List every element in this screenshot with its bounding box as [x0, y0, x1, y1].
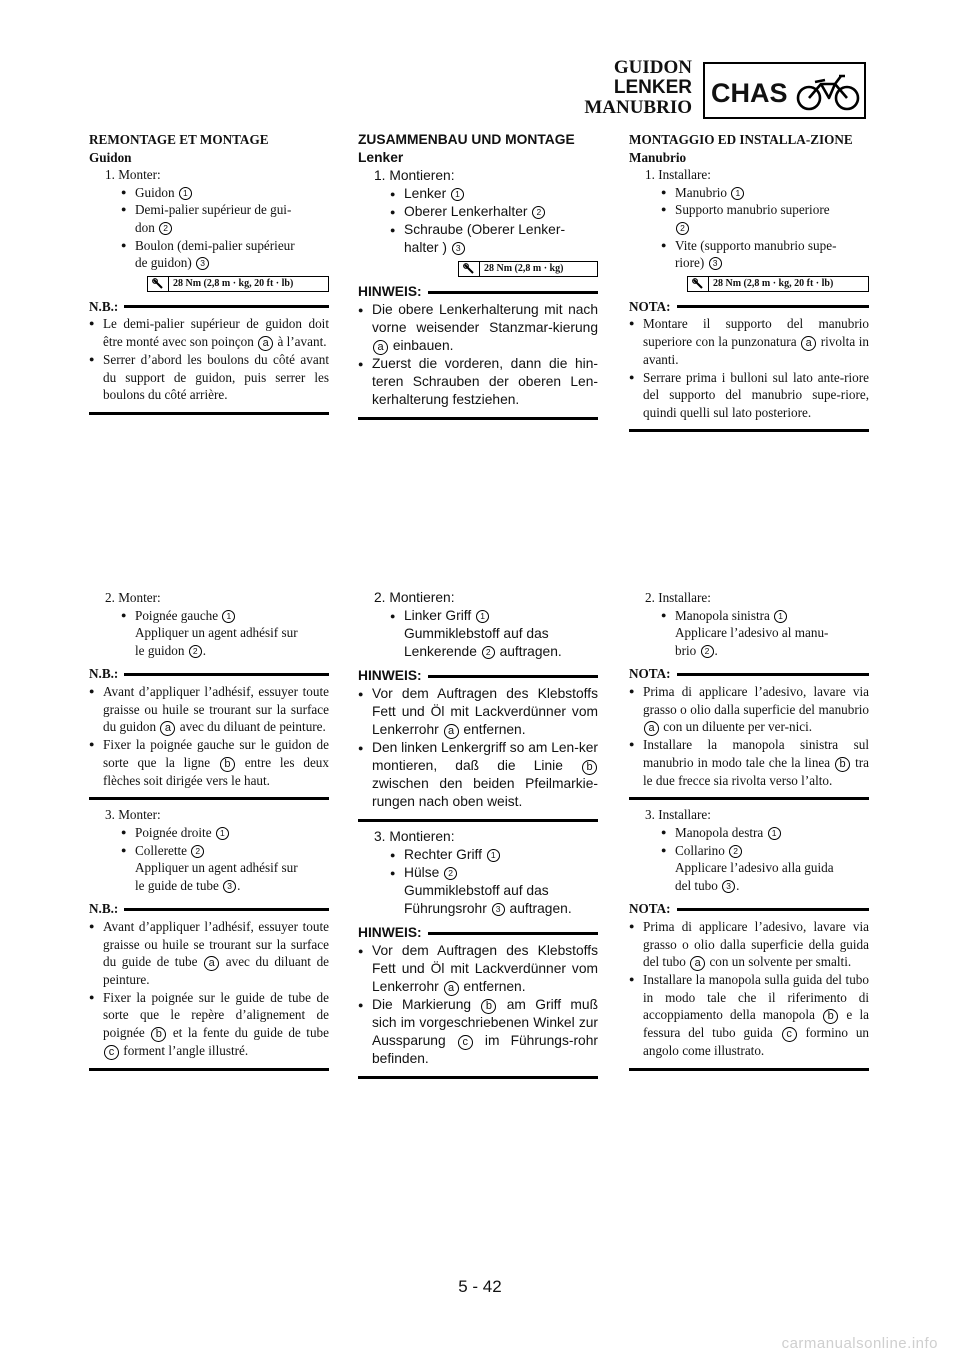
list-item: riore) 3 — [629, 254, 869, 272]
note-header: N.B.: — [89, 298, 329, 316]
title-it: MANUBRIO — [584, 97, 692, 118]
page-number: 5 - 42 — [458, 1277, 502, 1296]
watermark: carmanualsonline.info — [781, 1335, 938, 1352]
column-fr-part1 — [89, 131, 329, 415]
list-item: ● Rechter Griff 1 — [358, 846, 598, 864]
note-header: HINWEIS: — [358, 924, 598, 942]
list-item: ● Boulon (demi-palier supérieur — [89, 237, 329, 255]
list-item: ● Oberer Lenkerhalter 2 — [358, 203, 598, 221]
note-header: NOTA: — [629, 665, 869, 683]
step1-fr: 1. Monter: — [105, 167, 161, 183]
torque-spec: 28 Nm (2,8 m · kg) — [458, 261, 598, 277]
wrench-icon — [459, 262, 480, 276]
list-item: Appliquer un agent adhésif sur — [135, 860, 298, 876]
list-item: ● Vite (supporto manubrio supe- — [629, 237, 869, 255]
list-item: ● Hülse 2 — [358, 864, 598, 882]
note-item: ● Zuerst die vorderen, dann die hin-teren Schrauben der oberen Len-kerhalterung festziehen. — [358, 355, 598, 409]
list-item: don 2 — [89, 219, 329, 237]
column-fr-part2 — [89, 589, 329, 1071]
note-item: ● Avant d’appliquer l’adhésif, essuyer toute graisse ou huile se trourant sur la surface du guidon a avec du diluant de peinture. — [89, 683, 329, 736]
note-header: NOTA: — [629, 900, 869, 918]
list-item: ● Poignée gauche 1 — [89, 607, 329, 625]
note-header: N.B.: — [89, 900, 329, 918]
heading-fr: REMONTAGE ET MONTAGE — [89, 132, 269, 147]
note-item: ● Installare la manopola sulla guida del tubo in modo tale che il riferimento di accoppiamento della manopola b e la fessura del tubo guida c formino un angolo come illustrato. — [629, 971, 869, 1060]
list-item: ● Guidon 1 — [89, 184, 329, 202]
list-item: ● Poignée droite 1 — [89, 824, 329, 842]
step3-fr: 3. Monter: — [105, 807, 161, 823]
list-item: ● Supporto manubrio superiore — [629, 201, 869, 219]
subheading-de: Lenker — [358, 150, 404, 165]
title-de: LENKER — [613, 77, 692, 98]
list-item: de guidon) 3 — [89, 254, 329, 272]
list-item: ● Collerette 2 — [89, 842, 329, 860]
step1-de: 1. Montieren: — [374, 168, 455, 183]
note-item: ● Prima di applicare l’adesivo, lavare via grasso o olio dalla superficie del manubrio a con un diluente per ver-nici. — [629, 683, 869, 736]
column-de-part2 — [358, 589, 598, 1079]
note-item: ● Serrare prima i bulloni sul lato ante-riore del supporto del manubrio supe-riore, quindi quelli sul lato posteriore. — [629, 369, 869, 422]
note-item: ● Den linken Lenkergriff so am Len-ker montieren, daß die Linie b zwischen den beiden Pfeilmarkie-rungen nach oben weist. — [358, 739, 598, 811]
note-header: NOTA: — [629, 298, 869, 316]
note-item: ● Prima di applicare l’adesivo, lavare via grasso o olio dalla superficie della guida del tubo a con un solvente per smalti. — [629, 918, 869, 971]
list-item: le guidon 2 . — [135, 642, 207, 658]
note-item: ● Vor dem Auftragen des Klebstoffs Fett und Öl mit Lackverdünner vom Lenkerrohr a entfernen. — [358, 685, 598, 739]
list-item: Gummiklebstoff auf das — [404, 883, 549, 898]
subheading-it: Manubrio — [629, 149, 687, 165]
torque-spec: 28 Nm (2,8 m · kg, 20 ft · lb) — [687, 276, 869, 292]
section-badge — [703, 62, 866, 119]
list-item: Applicare l’adesivo al manu- — [675, 625, 829, 641]
list-item: ● Manopola sinistra 1 — [629, 607, 869, 625]
wrench-icon — [148, 277, 169, 291]
list-item: brio 2 . — [675, 642, 718, 658]
note-item: ● Fixer la poignée gauche sur le guidon de sorte que la ligne b entre les deux flèches soit dirigée vers le haut. — [89, 736, 329, 789]
column-it-part1 — [629, 131, 869, 432]
list-item: Appliquer un agent adhésif sur — [135, 625, 298, 641]
list-item: ● Manopola destra 1 — [629, 824, 869, 842]
list-item: Lenkerende 2 auftragen. — [404, 644, 562, 659]
note-item: ● Montare il supporto del manubrio superiore con la punzonatura a rivolta in avanti. — [629, 315, 869, 368]
note-header: N.B.: — [89, 665, 329, 683]
step2-fr: 2. Monter: — [105, 590, 161, 605]
note-item: ● Avant d’appliquer l’adhésif, essuyer toute graisse ou huile se trourant sur la surface du guide de tube a avec du diluant de peinture. — [89, 918, 329, 989]
list-item: Gummiklebstoff auf das — [404, 626, 549, 641]
subheading-fr: Guidon — [89, 149, 132, 165]
list-item: ● Lenker 1 — [358, 185, 598, 203]
title-fr: GUIDON — [613, 57, 692, 78]
note-item: ● Serrer d’abord les boulons du côté avant du support de guidon, puis serrer les boulons du côté arrière. — [89, 351, 329, 404]
torque-spec: 28 Nm (2,8 m · kg, 20 ft · lb) — [147, 276, 329, 292]
heading-de: ZUSAMMENBAU UND MONTAGE — [358, 132, 575, 147]
note-item: ● Die obere Lenkerhalterung mit nach vorne weisender Stanzmar-kierung a einbauen. — [358, 301, 598, 355]
list-item: le guide de tube 3 . — [135, 877, 241, 893]
note-header: HINWEIS: — [358, 283, 598, 301]
step3-de: 3. Montieren: — [374, 829, 455, 844]
list-item: halter ) 3 — [358, 239, 598, 257]
list-item: ● Collarino 2 — [629, 842, 869, 860]
heading-it: MONTAGGIO ED INSTALLA-ZIONE — [629, 132, 853, 147]
list-item: 2 — [629, 219, 869, 237]
list-item: ● Demi-palier supérieur de gui- — [89, 201, 329, 219]
step2-it: 2. Installare: — [645, 590, 711, 605]
note-header: HINWEIS: — [358, 667, 598, 685]
note-item: ● Die Markierung b am Griff muß sich im vorgeschriebenen Winkel zur Aussparung c im Führungs-rohr befinden. — [358, 996, 598, 1068]
list-item: ● Manubrio 1 — [629, 184, 869, 202]
step1-it: 1. Installare: — [645, 167, 711, 183]
note-item: ● Le demi-palier supérieur de guidon doit être monté avec son poinçon a à l’avant. — [89, 315, 329, 351]
list-item: ● Schraube (Oberer Lenker- — [358, 221, 598, 239]
note-item: ● Fixer la poignée sur le guide de tube de sorte que le repère d’alignement de poignée b et la fente du guide de tube c forment l’angle illustré. — [89, 989, 329, 1060]
motorcycle-icon — [795, 68, 861, 114]
step3-it: 3. Installare: — [645, 807, 711, 823]
list-item: del tubo 3 . — [675, 877, 740, 893]
section-code: CHAS — [711, 78, 788, 108]
section-titles — [584, 58, 692, 118]
column-it-part2 — [629, 589, 869, 1071]
column-de-part1 — [358, 131, 598, 420]
list-item: Applicare l’adesivo alla guida — [675, 860, 834, 876]
list-item: Führungsrohr 3 auftragen. — [404, 901, 572, 916]
list-item: ● Linker Griff 1 — [358, 607, 598, 625]
wrench-icon — [688, 277, 709, 291]
note-item: ● Vor dem Auftragen des Klebstoffs Fett und Öl mit Lackverdünner vom Lenkerrohr a entfernen. — [358, 942, 598, 996]
note-item: ● Installare la manopola sinistra sul manubrio in modo tale che la linea b tra le due frecce sia rivolta verso l’alto. — [629, 736, 869, 789]
step2-de: 2. Montieren: — [374, 590, 455, 605]
